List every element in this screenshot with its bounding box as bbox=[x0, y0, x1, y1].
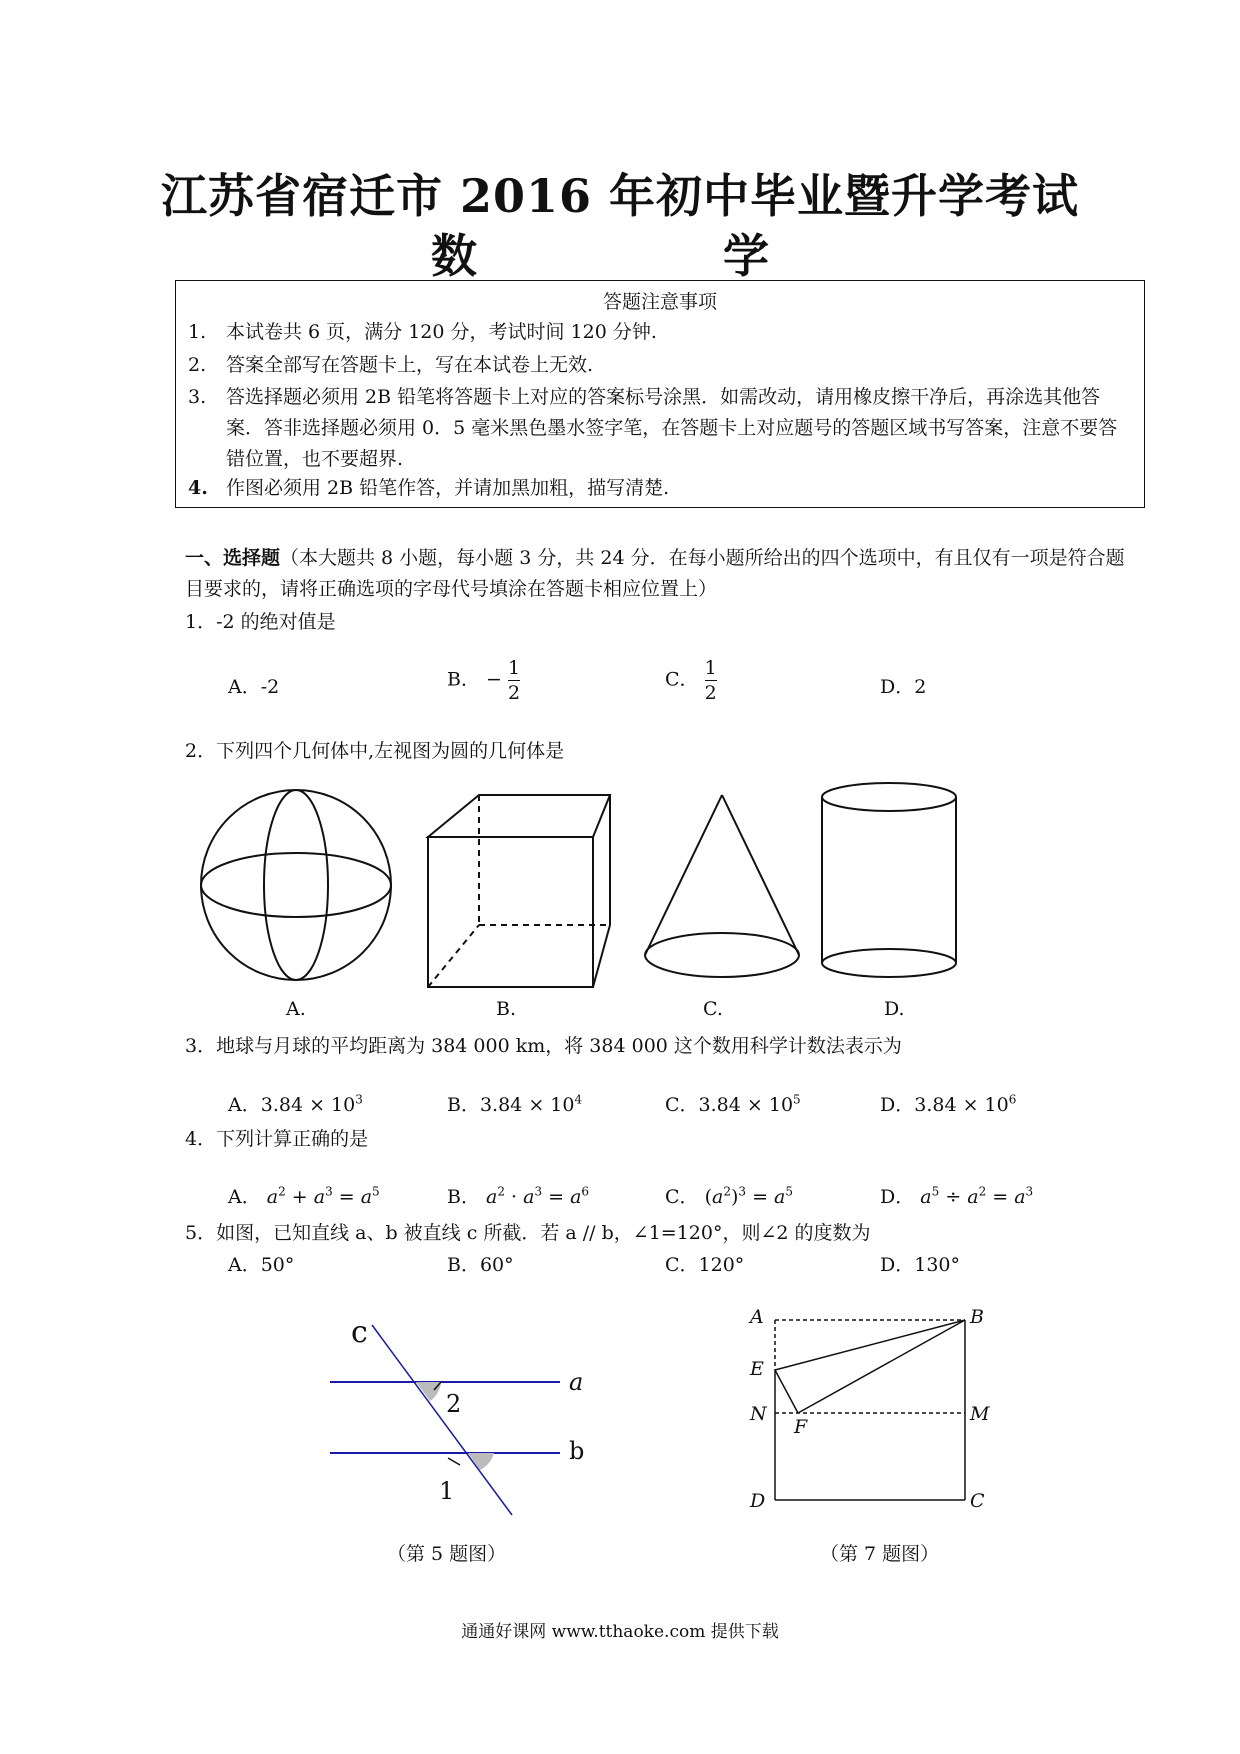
section-intro bbox=[185, 543, 1135, 605]
q5-option-a: A．50° bbox=[228, 1254, 295, 1276]
notice-item-num: 2. bbox=[188, 354, 207, 376]
page-title: 江苏省宿迁市 2016 年初中毕业暨升学考试 bbox=[160, 169, 1080, 223]
point-A: A bbox=[750, 1306, 764, 1328]
figure-7-caption: （第 7 题图） bbox=[820, 1543, 940, 1565]
q3-option-c bbox=[665, 1090, 801, 1117]
q1-option-a: A．-2 bbox=[228, 676, 280, 698]
notice-heading: 答题注意事项 bbox=[602, 291, 717, 313]
page-footer: 通通好课网 www.tthaoke.com 提供下载 bbox=[461, 1622, 779, 1642]
option-exponent: 6 bbox=[1008, 1092, 1017, 1107]
numerator: 1 bbox=[704, 657, 717, 679]
option-exponent: 4 bbox=[574, 1092, 583, 1107]
q4-option-a: A． $a^2 + a^3 = a^5$ bbox=[228, 1184, 380, 1208]
q4-option-c: C． $(a^2)^3 = a^5$ bbox=[665, 1184, 793, 1208]
q4-option-b: B． $a^2 \cdot a^3 = a^6$ bbox=[447, 1184, 590, 1208]
point-C: C bbox=[970, 1490, 985, 1512]
option-label: B． bbox=[447, 1186, 480, 1208]
notice-item-text: 作图必须用 2B 铅笔作答，并请加黑加粗，描写清楚. bbox=[226, 477, 670, 499]
q3-stem: 3．地球与月球的平均距离为 384 000 km，将 384 000 这个数用科学计数法表示为 bbox=[185, 1035, 902, 1057]
figure-5-angle-2: 2 bbox=[446, 1390, 462, 1418]
section-intro-text: （本大题共 8 小题，每小题 3 分，共 24 分．在每小题所给出的四个选项中，有且仅有一项是符合题目要求的，请将正确选项的字母代号填涂在答题卡相应位置上） bbox=[185, 547, 1125, 600]
q1-option-c bbox=[665, 656, 717, 705]
subject-title: 数 学 bbox=[430, 229, 849, 283]
cone-shape bbox=[645, 795, 799, 977]
cube-shape bbox=[428, 795, 610, 987]
option-exponent: 3 bbox=[355, 1092, 363, 1107]
figure-7 bbox=[770, 1315, 990, 1515]
sphere-shape bbox=[201, 790, 391, 980]
angle-2-arc bbox=[416, 1382, 441, 1401]
option-label: C． bbox=[665, 1094, 699, 1116]
option-label: A． bbox=[228, 1094, 261, 1116]
q4-option-d: D． $a^5 \div a^2 = a^3$ bbox=[880, 1184, 1034, 1208]
notice-item-num: 4. bbox=[188, 477, 208, 499]
point-F: F bbox=[794, 1416, 808, 1438]
q1-option-b bbox=[447, 656, 520, 705]
point-B: B bbox=[970, 1306, 984, 1328]
q3-option-d bbox=[880, 1090, 1016, 1117]
q4-stem: 4．下列计算正确的是 bbox=[185, 1128, 369, 1150]
minus-sign: − bbox=[486, 668, 502, 691]
point-M: M bbox=[970, 1403, 990, 1425]
point-N: N bbox=[750, 1403, 767, 1425]
q2-label-b: B. bbox=[496, 998, 517, 1020]
option-label: C． bbox=[665, 668, 699, 691]
denominator: 2 bbox=[507, 682, 521, 704]
q3-option-a bbox=[228, 1090, 363, 1117]
figure-5-label-c: c bbox=[351, 1315, 368, 1350]
option-label: A． bbox=[228, 1186, 261, 1208]
q2-label-c: C. bbox=[703, 998, 723, 1020]
q2-stem: 2．下列四个几何体中,左视图为圆的几何体是 bbox=[185, 740, 565, 762]
notice-item-text: 本试卷共 6 页，满分 120 分，考试时间 120 分钟. bbox=[226, 321, 657, 343]
figure-5 bbox=[320, 1320, 620, 1520]
figure-5-caption: （第 5 题图） bbox=[387, 1543, 507, 1565]
figure-5-label-b: b bbox=[569, 1437, 585, 1465]
cylinder-shape bbox=[822, 783, 956, 977]
notice-item-num: 1. bbox=[188, 321, 207, 343]
fraction bbox=[705, 656, 717, 705]
option-label: B． bbox=[447, 1094, 480, 1116]
option-label: B． bbox=[447, 668, 480, 691]
section-heading: 一、选择题 bbox=[185, 547, 281, 569]
option-base: 3.84 × 10 bbox=[698, 1094, 794, 1116]
figure-5-angle-1: 1 bbox=[439, 1477, 455, 1505]
q5-stem: 5．如图，已知直线 a、b 被直线 c 所截．若 a // b，∠1=120°，则∠2 的度数为 bbox=[185, 1222, 871, 1244]
fraction bbox=[508, 656, 520, 705]
q5-option-c: C．120° bbox=[665, 1254, 745, 1276]
point-E: E bbox=[750, 1358, 764, 1380]
notice-box bbox=[175, 280, 1145, 508]
option-base: 3.84 × 10 bbox=[479, 1094, 575, 1116]
denominator: 2 bbox=[704, 682, 717, 704]
notice-item-text: 答案全部写在答题卡上，写在本试卷上无效. bbox=[226, 354, 594, 376]
option-label: D． bbox=[880, 1094, 915, 1116]
q5-option-b: B．60° bbox=[447, 1254, 514, 1276]
option-label: C． bbox=[665, 1186, 699, 1208]
point-D: D bbox=[750, 1490, 766, 1512]
q2-label-a: A. bbox=[286, 998, 306, 1020]
q3-option-b bbox=[447, 1090, 582, 1117]
option-base: 3.84 × 10 bbox=[914, 1094, 1009, 1116]
q1-option-d: D．2 bbox=[880, 676, 927, 698]
option-label: D． bbox=[880, 1186, 915, 1208]
notice-item-text: 答选择题必须用 2B 铅笔将答题卡上对应的答案标号涂黑．如需改动，请用橡皮擦干净后，再涂选其他答案．答非选择题必须用 0．5 毫米黑色墨水签字笔，在答题卡上对应题号的答题区域书写答案，注意不要答错位置，也不要超界. bbox=[226, 386, 1118, 470]
numerator: 1 bbox=[507, 657, 521, 679]
figure-5-label-a: a bbox=[569, 1368, 584, 1396]
q5-option-d: D．130° bbox=[880, 1254, 960, 1276]
q2-label-d: D. bbox=[884, 998, 905, 1020]
notice-item-num: 3. bbox=[188, 386, 207, 408]
option-base: 3.84 × 10 bbox=[260, 1094, 356, 1116]
q1-stem: 1．-2 的绝对值是 bbox=[185, 611, 336, 633]
q2-solids-figure bbox=[190, 780, 970, 990]
option-exponent: 5 bbox=[793, 1092, 801, 1107]
